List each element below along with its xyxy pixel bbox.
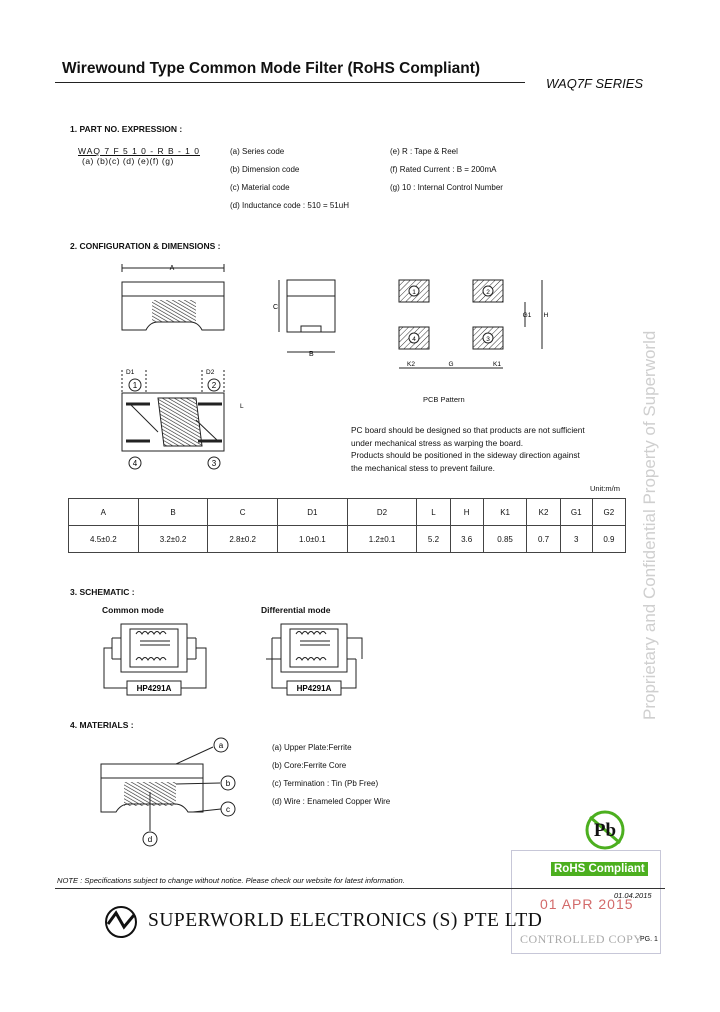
code-desc: (f) Rated Current : B = 200mA [390,165,497,174]
table-header-cell: D2 [347,499,417,526]
pad-pin3: 3 [486,336,490,343]
instrument-common: HP4291A [136,684,172,693]
code-desc: (g) 10 : Internal Control Number [390,183,503,192]
table-header-cell: K1 [483,499,527,526]
pad-pin4: 4 [412,336,416,343]
table-value-cell: 0.85 [483,526,527,553]
pad-pin1: 1 [412,289,416,296]
dim-k1-label: K1 [493,361,501,368]
material-item: (a) Upper Plate:Ferrite [272,743,352,752]
table-value-cell: 1.2±0.1 [347,526,417,553]
stamp-controlled-copy: CONTROLLED COPY [520,932,643,946]
pcb-note-line: the mechanical stess to prevent failure. [351,462,495,473]
table-header-cell: G2 [592,499,625,526]
table-value-cell: 2.8±0.2 [208,526,278,553]
instrument-differential: HP4291A [296,684,332,693]
pad-pin2: 2 [486,289,490,296]
code-desc: (a) Series code [230,147,285,156]
part-code: WAQ 7 F 5 1 0 - R B - 1 0 [78,146,200,156]
section-config: 2. CONFIGURATION & DIMENSIONS : [70,241,221,251]
section-materials: 4. MATERIALS : [70,720,134,730]
table-value-cell: 3.6 [450,526,483,553]
stamp-date: 01 APR 2015 [540,896,634,912]
material-item: (d) Wire : Enameled Copper Wire [272,797,391,806]
table-value-cell: 4.5±0.2 [69,526,139,553]
code-desc: (c) Material code [230,183,290,192]
section-part-no: 1. PART NO. EXPRESSION : [70,124,183,134]
section-schematic: 3. SCHEMATIC : [70,587,135,597]
table-header-cell: L [417,499,450,526]
specification-note: NOTE : Specifications subject to change without notice. Please check our website for latest information. [57,876,405,885]
table-value-cell: 3.2±0.2 [138,526,208,553]
dim-b-label: B [309,351,314,358]
pcb-note-line: Products should be positioned in the sideway direction against [351,450,580,460]
table-header-cell: A [69,499,139,526]
document-title: Wirewound Type Common Mode Filter (RoHS Compliant) [62,60,481,77]
table-header-cell: H [450,499,483,526]
table-value-cell: 0.9 [592,526,625,553]
page-number: PG. 1 [640,936,658,943]
table-header-cell: K2 [527,499,560,526]
table-header-cell: D1 [278,499,348,526]
dim-d1-label: D1 [126,369,135,376]
material-item: (b) Core:Ferrite Core [272,761,347,770]
pin3-label: 3 [211,459,217,468]
material-marker-d: d [147,835,153,844]
company-logo-icon [106,907,136,937]
pcb-note-line: PC board should be designed so that products are not sufficient [351,425,585,435]
dim-h-label: H [543,312,549,319]
document-date: 01.04.2015 [614,891,652,900]
table-value-cell: 5.2 [417,526,450,553]
dim-c-label: C [273,304,279,311]
material-marker-a: a [218,741,224,750]
code-desc: (b) Dimension code [230,165,300,174]
series-name: WAQ7F SERIES [546,76,644,91]
footer-rule [55,888,665,889]
table-value-cell: 1.0±0.1 [278,526,348,553]
table-header-cell: B [138,499,208,526]
confidential-watermark: Proprietary and Confidential Property of Superworld [640,330,659,720]
materials-list [272,739,390,811]
code-desc: (e) R : Tape & Reel [390,147,458,156]
dim-a-label: A [169,265,175,272]
common-mode-label: Common mode [102,605,164,615]
dim-l-label: L [240,403,244,410]
material-marker-b: b [225,779,231,788]
unit-label: Unit:m/m [590,484,620,493]
dim-d2-label: D2 [206,369,215,376]
pcb-note-line: under mechanical stress as warping the board. [351,437,524,448]
pin4-label: 4 [132,459,138,468]
table-header-cell: C [208,499,278,526]
material-item: (c) Termination : Tin (Pb Free) [272,779,379,788]
rohs-badge: RoHS Compliant [551,862,648,876]
company-name: SUPERWORLD ELECTRONICS (S) PTE LTD [148,910,543,931]
table-value-cell: 0.7 [527,526,560,553]
differential-mode-label: Differential mode [261,605,331,615]
table-header-cell: G1 [560,499,592,526]
part-code-letters: (a) (b)(c) (d) (e)(f) (g) [82,156,174,166]
pin2-label: 2 [211,381,217,390]
pb-label: Pb [593,820,617,841]
dim-g-label: G [448,361,454,368]
material-marker-c: c [226,805,230,814]
dim-k2-label: K2 [407,361,415,368]
table-value-cell: 3 [560,526,592,553]
pin1-label: 1 [132,381,138,390]
dim-g1-label: G1 [522,312,532,319]
code-desc: (d) Inductance code : 510 = 51uH [230,201,349,210]
pcb-pattern-title: PCB Pattern [423,395,465,404]
